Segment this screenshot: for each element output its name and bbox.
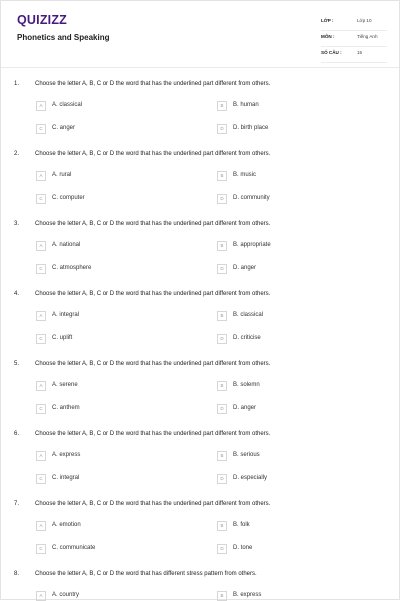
question-number: 7. <box>14 501 20 507</box>
option-text: A. emotion <box>52 522 81 528</box>
question-text: Choose the letter A, B, C or D the word that has the underlined part different from others. <box>35 221 271 227</box>
option-text: B. folk <box>233 522 250 528</box>
option-text: A. serene <box>52 382 78 388</box>
question-number: 3. <box>14 221 20 227</box>
question-number: 1. <box>14 81 20 87</box>
option-text: A. express <box>52 452 81 458</box>
option-letter-box[interactable]: A <box>36 311 46 321</box>
meta-row-question-count <box>321 47 387 63</box>
question-text: Choose the letter A, B, C or D the word that has the underlined part different from others. <box>35 151 271 157</box>
option-text: D. tone <box>233 545 253 551</box>
option-letter-box[interactable]: B <box>217 101 227 111</box>
meta-label: MÔN : <box>321 34 335 39</box>
option-text: A. country <box>52 592 80 598</box>
option-letter-box[interactable]: D <box>217 194 227 204</box>
option-letter-box[interactable]: A <box>36 451 46 461</box>
option-text: B. music <box>233 172 257 178</box>
option-text: B. express <box>233 592 262 598</box>
option-text: A. national <box>52 242 81 248</box>
option-letter-box[interactable]: C <box>36 474 46 484</box>
option-text: B. appropriate <box>233 242 271 248</box>
page-title: Phonetics and Speaking <box>17 33 110 42</box>
option-letter-box[interactable]: B <box>217 241 227 251</box>
question-text: Choose the letter A, B, C or D the word that has the underlined part different from others. <box>35 431 271 437</box>
option-text: C. computer <box>52 195 85 201</box>
option-text: B. human <box>233 102 259 108</box>
option-letter-box[interactable]: C <box>36 404 46 414</box>
worksheet-meta <box>321 15 387 63</box>
option-letter-box[interactable]: B <box>217 521 227 531</box>
option-text: C. communicate <box>52 545 96 551</box>
question-number: 8. <box>14 571 20 577</box>
option-letter-box[interactable]: D <box>217 124 227 134</box>
option-text: A. integral <box>52 312 80 318</box>
option-letter-box[interactable]: A <box>36 241 46 251</box>
option-letter-box[interactable]: D <box>217 264 227 274</box>
option-letter-box[interactable]: C <box>36 544 46 554</box>
option-text: C. uplift <box>52 335 73 341</box>
question-text: Choose the letter A, B, C or D the word that has the underlined part different from others. <box>35 501 271 507</box>
option-letter-box[interactable]: C <box>36 264 46 274</box>
option-text: B. serious <box>233 452 260 458</box>
option-letter-box[interactable]: D <box>217 474 227 484</box>
option-letter-box[interactable]: B <box>217 381 227 391</box>
option-text: D. birth place <box>233 125 269 131</box>
option-letter-box[interactable]: D <box>217 544 227 554</box>
option-text: A. classical <box>52 102 83 108</box>
option-text: C. anger <box>52 125 76 131</box>
option-letter-box[interactable]: B <box>217 171 227 181</box>
option-letter-box[interactable]: C <box>36 194 46 204</box>
option-text: D. anger <box>233 265 257 271</box>
option-text: D. anger <box>233 405 257 411</box>
question-number: 2. <box>14 151 20 157</box>
question-text: Choose the letter A, B, C or D the word that has different stress pattern from others. <box>35 571 257 577</box>
meta-value: 15 <box>357 50 363 55</box>
quizizz-logo: QUIZIZZ <box>17 13 68 27</box>
question-number: 6. <box>14 431 20 437</box>
option-text: C. anthem <box>52 405 80 411</box>
option-letter-box[interactable]: D <box>217 334 227 344</box>
option-letter-box[interactable]: A <box>36 101 46 111</box>
option-text: D. community <box>233 195 270 201</box>
option-letter-box[interactable]: D <box>217 404 227 414</box>
question-text: Choose the letter A, B, C or D the word that has the underlined part different from others. <box>35 361 271 367</box>
question-number: 4. <box>14 291 20 297</box>
question-number: 5. <box>14 361 20 367</box>
option-letter-box[interactable]: A <box>36 381 46 391</box>
meta-row-class <box>321 15 387 31</box>
option-text: D. criticise <box>233 335 261 341</box>
option-letter-box[interactable]: C <box>36 124 46 134</box>
option-text: B. solemn <box>233 382 260 388</box>
option-text: C. integral <box>52 475 80 481</box>
meta-row-subject <box>321 31 387 47</box>
option-letter-box[interactable]: A <box>36 521 46 531</box>
question-text: Choose the letter A, B, C or D the word that has the underlined part different from others. <box>35 291 271 297</box>
meta-value: Lớp 10 <box>357 18 372 23</box>
option-letter-box[interactable]: B <box>217 311 227 321</box>
option-text: B. classical <box>233 312 264 318</box>
option-text: C. atmosphere <box>52 265 92 271</box>
option-text: A. rural <box>52 172 72 178</box>
option-letter-box[interactable]: A <box>36 591 46 601</box>
option-text: D. especially <box>233 475 268 481</box>
question-text: Choose the letter A, B, C or D the word that has the underlined part different from others. <box>35 81 271 87</box>
meta-label: SỐ CÂU : <box>321 50 342 55</box>
option-letter-box[interactable]: B <box>217 451 227 461</box>
option-letter-box[interactable]: A <box>36 171 46 181</box>
meta-label: LỚP : <box>321 18 334 23</box>
option-letter-box[interactable]: C <box>36 334 46 344</box>
worksheet-header <box>1 1 399 68</box>
option-letter-box[interactable]: B <box>217 591 227 601</box>
meta-value: Tiếng Anh <box>357 34 378 39</box>
